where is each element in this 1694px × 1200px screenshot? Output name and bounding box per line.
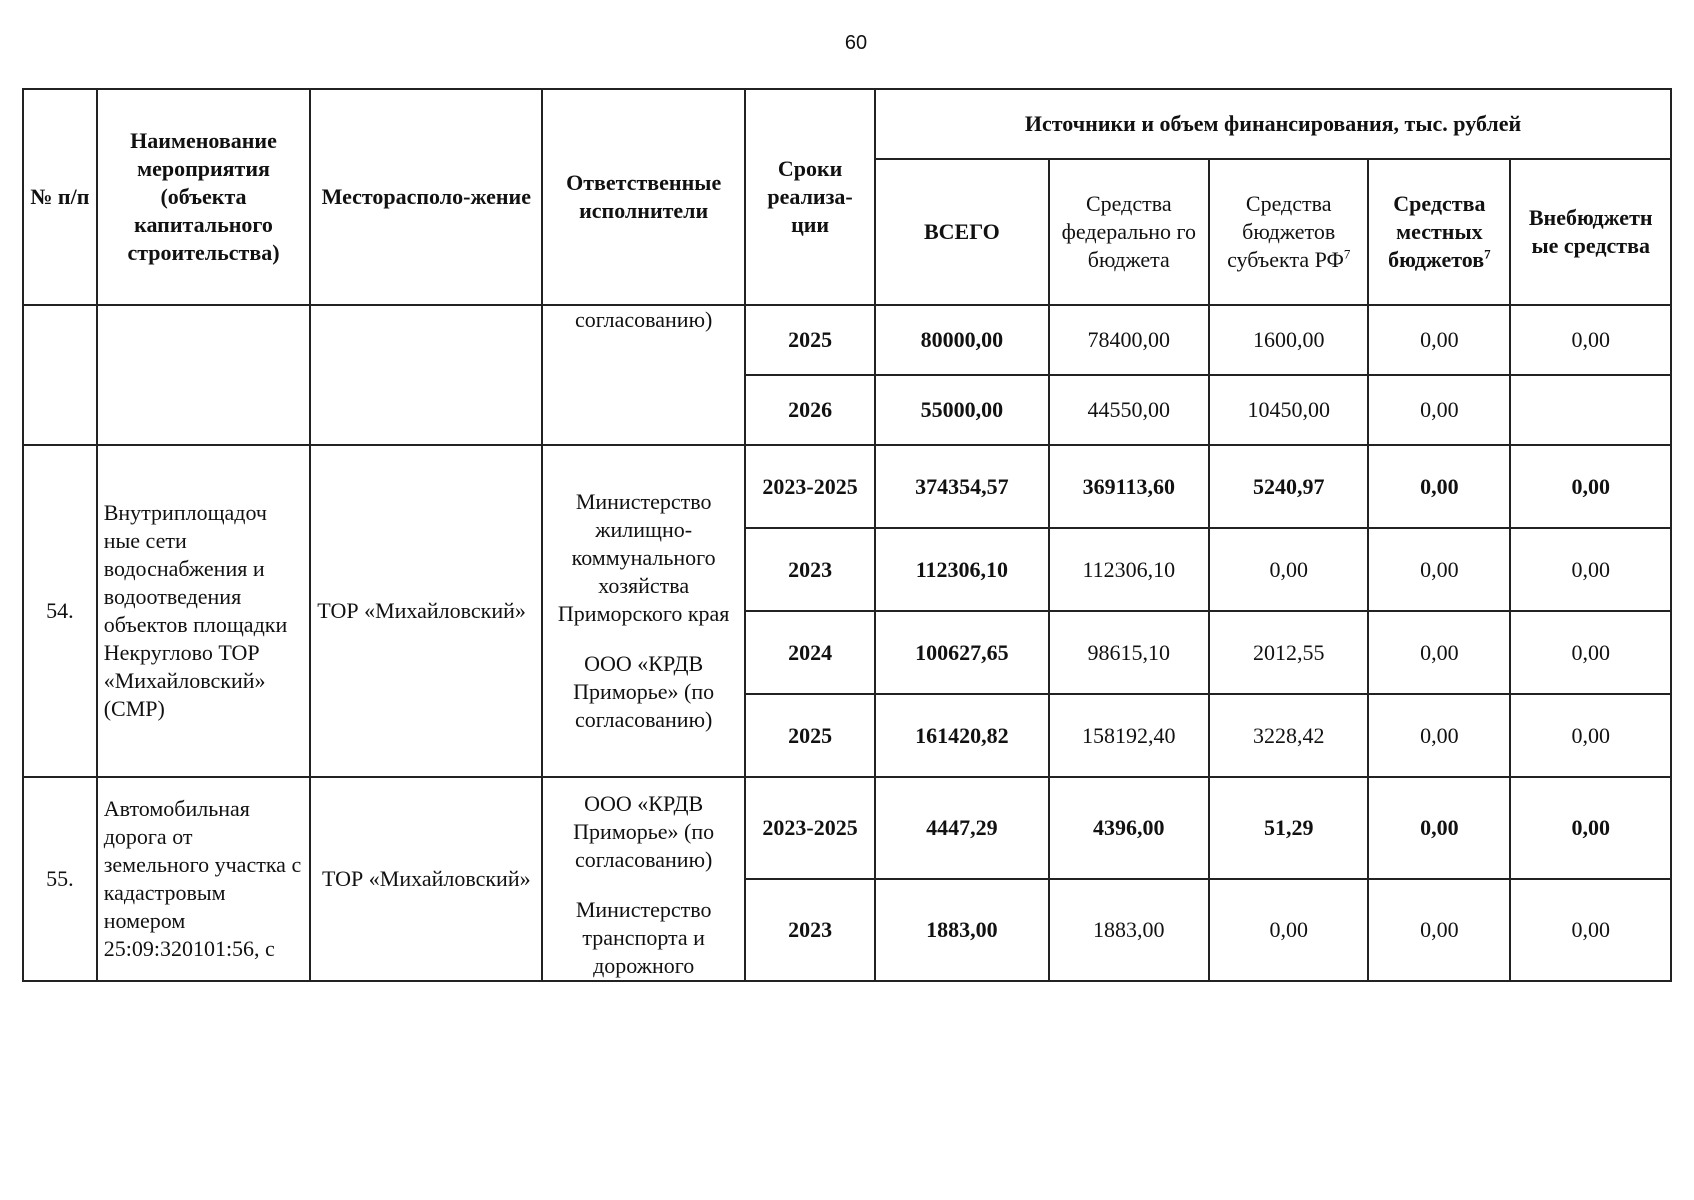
- header-sources-group: Источники и объем финансирования, тыс. рублей: [875, 89, 1671, 159]
- subject-cell: 0,00: [1209, 879, 1368, 981]
- extra-cell: 0,00: [1510, 694, 1671, 777]
- page-number: 60: [844, 32, 868, 54]
- header-local: [1368, 159, 1510, 305]
- header-local-text: Средства местных бюджетов: [1388, 191, 1486, 272]
- header-location: Месторасполо-жение: [310, 89, 542, 305]
- subject-cell: 51,29: [1209, 777, 1368, 879]
- extra-cell: 0,00: [1510, 879, 1671, 981]
- header-extra: Внебюджетн ые средства: [1510, 159, 1671, 305]
- year-cell: 2026: [745, 375, 875, 445]
- local-cell: 0,00: [1368, 694, 1510, 777]
- local-cell: 0,00: [1368, 445, 1510, 528]
- local-cell: 0,00: [1368, 879, 1510, 981]
- local-cell: 0,00: [1368, 528, 1510, 611]
- row-54-responsible-1: Министерство жилищно-коммунального хозяйства Приморского края: [557, 489, 730, 626]
- total-cell: 161420,82: [875, 694, 1048, 777]
- row-54-location: ТОР «Михайловский»: [310, 445, 542, 777]
- local-cell: 0,00: [1368, 375, 1510, 445]
- federal-cell: 98615,10: [1049, 611, 1209, 694]
- header-responsible: Ответственные исполнители: [542, 89, 745, 305]
- federal-cell: 112306,10: [1049, 528, 1209, 611]
- subject-cell: 10450,00: [1209, 375, 1368, 445]
- federal-cell: 1883,00: [1049, 879, 1209, 981]
- row-54-responsible-2: ООО «КРДВ Приморье» (по согласованию): [573, 651, 715, 732]
- subject-cell: 0,00: [1209, 528, 1368, 611]
- federal-cell: 4396,00: [1049, 777, 1209, 879]
- row-54-name: Внутриплощадоч ные сети водоснабжения и водоотведения объектов площадки Некруглово ТОР «Михайловский» (СМР): [97, 445, 311, 777]
- local-cell: 0,00: [1368, 611, 1510, 694]
- row-55-name: Автомобильная дорога от земельного участка с кадастровым номером 25:09:320101:56, с: [97, 777, 311, 981]
- header-subject-text: Средства бюджетов субъекта РФ: [1227, 191, 1344, 272]
- federal-cell: 44550,00: [1049, 375, 1209, 445]
- header-period: Сроки реализа-ции: [745, 89, 875, 305]
- extra-cell: 0,00: [1510, 528, 1671, 611]
- table-row: [23, 305, 1671, 375]
- extra-cell: [1510, 375, 1671, 445]
- local-cell: 0,00: [1368, 777, 1510, 879]
- total-cell: 112306,10: [875, 528, 1048, 611]
- cont-num-cell: [23, 305, 97, 445]
- subject-cell: 2012,55: [1209, 611, 1368, 694]
- year-cell: 2024: [745, 611, 875, 694]
- total-cell: 4447,29: [875, 777, 1048, 879]
- header-local-footnote: 7: [1484, 246, 1491, 262]
- year-cell: 2025: [745, 305, 875, 375]
- federal-cell: 369113,60: [1049, 445, 1209, 528]
- row-55-responsible: [542, 777, 745, 981]
- cont-name-cell: [97, 305, 311, 445]
- year-cell: 2023-2025: [745, 777, 875, 879]
- row-55-responsible-2: Министерство транспорта и дорожного: [575, 897, 712, 978]
- total-cell: 374354,57: [875, 445, 1048, 528]
- federal-cell: 78400,00: [1049, 305, 1209, 375]
- total-cell: 100627,65: [875, 611, 1048, 694]
- row-55-num: 55.: [23, 777, 97, 981]
- header-num: № п/п: [23, 89, 97, 305]
- year-cell: 2023-2025: [745, 445, 875, 528]
- federal-cell: 158192,40: [1049, 694, 1209, 777]
- table-row: [23, 445, 1671, 528]
- extra-cell: 0,00: [1510, 305, 1671, 375]
- cont-responsible-cell: согласованию): [542, 305, 745, 445]
- total-cell: 1883,00: [875, 879, 1048, 981]
- extra-cell: 0,00: [1510, 777, 1671, 879]
- header-row-1: [23, 89, 1671, 159]
- total-cell: 80000,00: [875, 305, 1048, 375]
- header-name: Наименование мероприятия (объекта капитального строительства): [97, 89, 311, 305]
- table-row: [23, 777, 1671, 879]
- row-54-num: 54.: [23, 445, 97, 777]
- subject-cell: 5240,97: [1209, 445, 1368, 528]
- row-54-responsible: [542, 445, 745, 777]
- header-federal: Средства федерально го бюджета: [1049, 159, 1209, 305]
- header-total: ВСЕГО: [875, 159, 1048, 305]
- row-55-responsible-1: ООО «КРДВ Приморье» (по согласованию): [573, 791, 715, 872]
- header-subject: [1209, 159, 1368, 305]
- year-cell: 2023: [745, 528, 875, 611]
- extra-cell: 0,00: [1510, 445, 1671, 528]
- subject-cell: 3228,42: [1209, 694, 1368, 777]
- row-55-location: ТОР «Михайловский»: [310, 777, 542, 981]
- header-subject-footnote: 7: [1343, 246, 1351, 262]
- local-cell: 0,00: [1368, 305, 1510, 375]
- financing-table: [22, 88, 1672, 982]
- year-cell: 2023: [745, 879, 875, 981]
- cont-location-cell: [310, 305, 542, 445]
- total-cell: 55000,00: [875, 375, 1048, 445]
- subject-cell: 1600,00: [1209, 305, 1368, 375]
- year-cell: 2025: [745, 694, 875, 777]
- extra-cell: 0,00: [1510, 611, 1671, 694]
